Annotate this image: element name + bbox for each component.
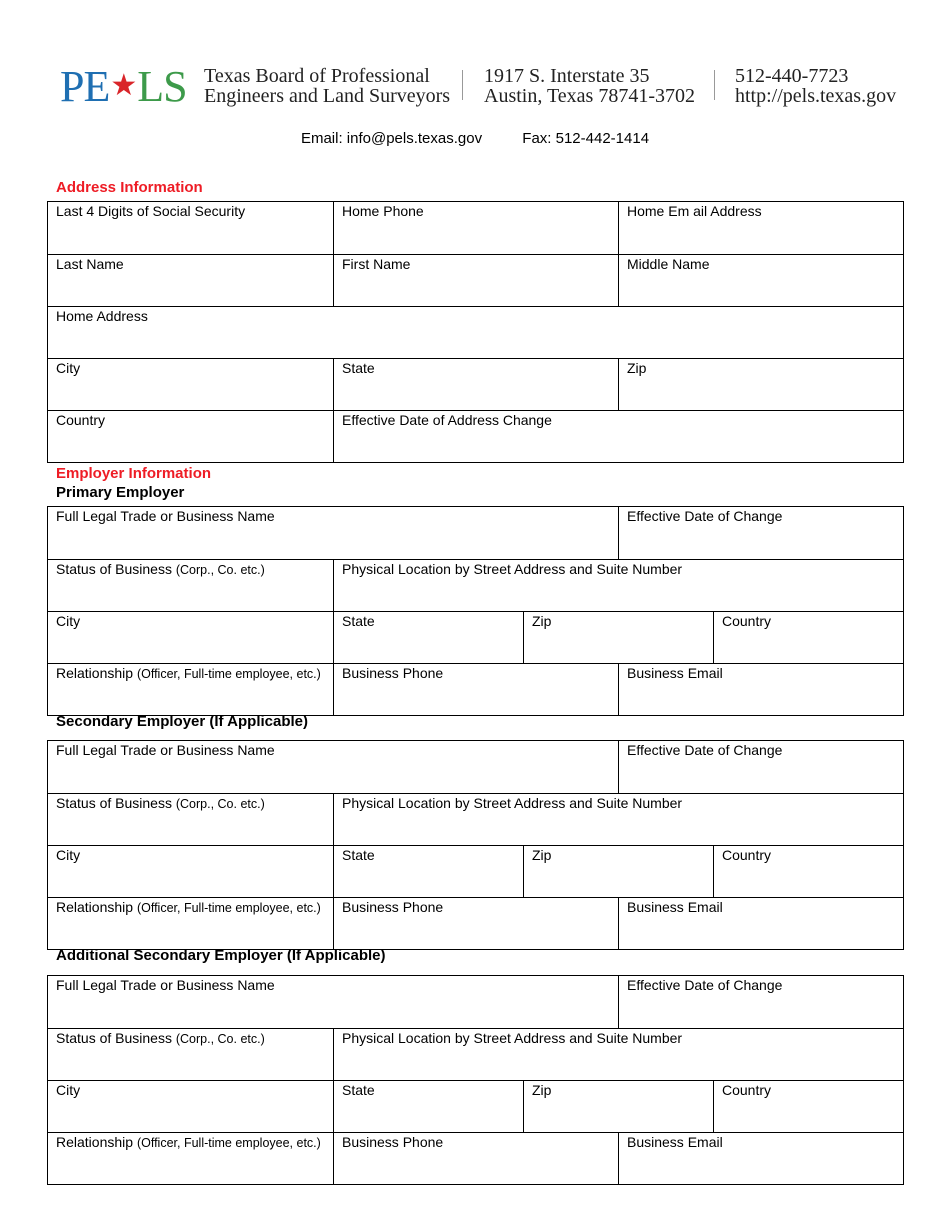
form-row [48, 202, 903, 254]
field-hint: (Corp., Co. etc.) [175, 797, 265, 811]
employer-section-title: Employer Information [56, 465, 212, 482]
letterhead [60, 60, 900, 116]
board-name-line2: Engineers and Land Surveyors [204, 85, 451, 107]
field-label: Country [56, 412, 106, 428]
state-field[interactable] [333, 359, 618, 410]
form-row [48, 410, 903, 462]
form-row [48, 507, 903, 559]
zip-field[interactable] [523, 1081, 713, 1132]
field-label: Physical Location by Street Address and Suite Number [342, 795, 683, 811]
field-label: City [56, 1082, 81, 1098]
field-label: City [56, 360, 81, 376]
zip-field[interactable] [523, 612, 713, 663]
field-label: Home Address [56, 308, 148, 324]
header-divider [714, 70, 715, 100]
home-phone-field[interactable] [333, 202, 618, 254]
logo-ls: LS [137, 62, 187, 111]
primary-employer-grid [47, 506, 904, 716]
field-hint: (Officer, Full-time employee, etc.) [136, 1136, 321, 1150]
field-label: State [342, 360, 375, 376]
field-label: Physical Location by Street Address and Suite Number [342, 1030, 683, 1046]
field-label: Full Legal Trade or Business Name [56, 977, 275, 993]
business-email-field[interactable] [618, 1133, 903, 1184]
effective-date-field[interactable] [333, 411, 903, 462]
effective-date-field[interactable] [618, 976, 903, 1028]
field-label: Relationship [56, 1134, 134, 1150]
field-label: Last 4 Digits of Social Security [56, 203, 246, 219]
field-label: Last Name [56, 256, 124, 272]
business-name-field[interactable] [48, 741, 618, 793]
country-field[interactable] [713, 846, 903, 897]
field-label: Status of Business [56, 795, 172, 811]
field-label: Effective Date of Change [627, 508, 783, 524]
field-hint: (Corp., Co. etc.) [175, 1032, 265, 1046]
field-label: Middle Name [627, 256, 710, 272]
ssn-field[interactable] [48, 202, 333, 254]
zip-field[interactable] [618, 359, 903, 410]
country-field[interactable] [713, 1081, 903, 1132]
city-field[interactable] [48, 359, 333, 410]
form-row [48, 1028, 903, 1080]
field-label: Full Legal Trade or Business Name [56, 508, 275, 524]
board-name-line1: Texas Board of Professional [204, 65, 430, 87]
relationship-field[interactable] [48, 1133, 333, 1184]
form-row [48, 793, 903, 845]
texas-star-icon: ★ [110, 69, 137, 102]
address-line2: Austin, Texas 78741-3702 [484, 85, 695, 107]
field-label: Zip [532, 613, 552, 629]
first-name-field[interactable] [333, 255, 618, 306]
status-of-business-field[interactable] [48, 794, 333, 845]
form-row [48, 1132, 903, 1184]
field-label: Country [722, 1082, 772, 1098]
field-label: Zip [627, 360, 647, 376]
form-row [48, 1080, 903, 1132]
field-label: Business Email [627, 665, 723, 681]
field-label: State [342, 1082, 375, 1098]
field-label: Status of Business [56, 1030, 172, 1046]
field-label: Home Em ail Address [627, 203, 762, 219]
board-name [204, 66, 450, 106]
business-phone-field[interactable] [333, 898, 618, 949]
header-divider [462, 70, 463, 100]
field-label: Full Legal Trade or Business Name [56, 742, 275, 758]
city-field[interactable] [48, 1081, 333, 1132]
form-row [48, 358, 903, 410]
field-label: Physical Location by Street Address and Suite Number [342, 561, 683, 577]
field-label: Country [722, 847, 772, 863]
field-label: Business Phone [342, 899, 444, 915]
state-field[interactable] [333, 846, 523, 897]
secondary-employer-title: Secondary Employer (If Applicable) [56, 713, 309, 730]
field-label: Relationship [56, 665, 134, 681]
board-phone: 512-440-7723 [735, 65, 849, 87]
effective-date-field[interactable] [618, 741, 903, 793]
field-label: Effective Date of Change [627, 977, 783, 993]
additional-employer-title: Additional Secondary Employer (If Applicable) [56, 947, 386, 964]
physical-location-field[interactable] [333, 1029, 903, 1080]
pels-logo [60, 64, 187, 109]
field-label: Business Email [627, 899, 723, 915]
form-row [48, 254, 903, 306]
field-label: Zip [532, 1082, 552, 1098]
city-field[interactable] [48, 846, 333, 897]
field-hint: (Officer, Full-time employee, etc.) [136, 901, 321, 915]
zip-field[interactable] [523, 846, 713, 897]
city-field[interactable] [48, 612, 333, 663]
last-name-field[interactable] [48, 255, 333, 306]
field-label: Business Phone [342, 1134, 444, 1150]
business-phone-field[interactable] [333, 664, 618, 715]
business-email-field[interactable] [618, 898, 903, 949]
relationship-field[interactable] [48, 664, 333, 715]
physical-location-field[interactable] [333, 794, 903, 845]
business-name-field[interactable] [48, 507, 618, 559]
business-name-field[interactable] [48, 976, 618, 1028]
business-phone-field[interactable] [333, 1133, 618, 1184]
home-email-field[interactable] [618, 202, 903, 254]
field-hint: (Officer, Full-time employee, etc.) [136, 667, 321, 681]
board-website: http://pels.texas.gov [735, 85, 897, 107]
address-line1: 1917 S. Interstate 35 [484, 65, 650, 87]
address-section-title: Address Information [56, 179, 203, 196]
form-row [48, 897, 903, 949]
contact-line [0, 130, 950, 147]
country-field[interactable] [713, 612, 903, 663]
relationship-field[interactable] [48, 898, 333, 949]
physical-location-field[interactable] [333, 560, 903, 611]
logo-pe: PE [60, 62, 110, 111]
field-hint: (Corp., Co. etc.) [175, 563, 265, 577]
additional-employer-grid [47, 975, 904, 1185]
address-form-grid [47, 201, 904, 463]
field-label: First Name [342, 256, 411, 272]
form-row [48, 611, 903, 663]
field-label: Home Phone [342, 203, 424, 219]
field-label: Country [722, 613, 772, 629]
middle-name-field[interactable] [618, 255, 903, 306]
field-label: Status of Business [56, 561, 172, 577]
form-row [48, 741, 903, 793]
form-row [48, 845, 903, 897]
status-of-business-field[interactable] [48, 1029, 333, 1080]
field-label: State [342, 847, 375, 863]
board-fax: Fax: 512-442-1414 [522, 130, 650, 147]
home-address-field[interactable] [48, 307, 903, 358]
form-row [48, 976, 903, 1028]
form-row [48, 663, 903, 715]
field-label: Zip [532, 847, 552, 863]
field-label: Effective Date of Address Change [342, 412, 552, 428]
status-of-business-field[interactable] [48, 560, 333, 611]
form-row [48, 306, 903, 358]
business-email-field[interactable] [618, 664, 903, 715]
field-label: Effective Date of Change [627, 742, 783, 758]
primary-employer-title: Primary Employer [56, 484, 185, 501]
field-label: Business Phone [342, 665, 444, 681]
field-label: Relationship [56, 899, 134, 915]
field-label: Business Email [627, 1134, 723, 1150]
country-field[interactable] [48, 411, 333, 462]
state-field[interactable] [333, 1081, 523, 1132]
board-address [484, 66, 695, 106]
effective-date-field[interactable] [618, 507, 903, 559]
field-label: City [56, 847, 81, 863]
board-contact [735, 66, 896, 106]
field-label: State [342, 613, 375, 629]
field-label: City [56, 613, 81, 629]
form-row [48, 559, 903, 611]
board-email: Email: info@pels.texas.gov [300, 130, 483, 147]
secondary-employer-grid [47, 740, 904, 950]
state-field[interactable] [333, 612, 523, 663]
